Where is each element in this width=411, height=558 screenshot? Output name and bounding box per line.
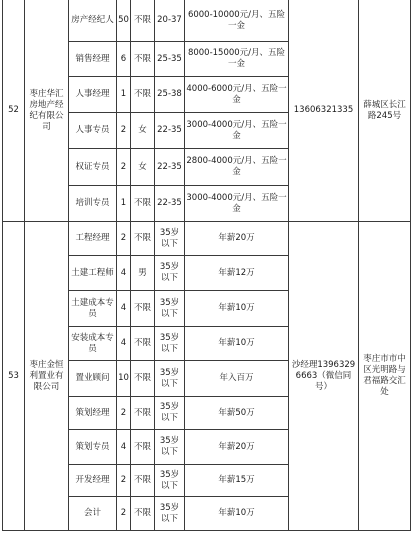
table-row: [3, 0, 411, 42]
salary-cell: 年薪20万: [185, 430, 289, 465]
age-cell: 35岁以下: [155, 222, 185, 256]
position-cell: 工程经理: [69, 222, 117, 256]
address-cell: 枣庄市市中区光明路与君福路交汇处: [359, 222, 411, 531]
headcount-cell: 2: [117, 222, 131, 256]
position-cell: 土建工程师: [69, 256, 117, 291]
gender-cell: 女: [131, 149, 155, 186]
gender-cell: 不限: [131, 361, 155, 397]
gender-cell: 不限: [131, 397, 155, 430]
age-cell: 35岁以下: [155, 327, 185, 361]
salary-cell: 6000-10000元/月、五险一金: [185, 0, 289, 42]
gender-cell: 不限: [131, 291, 155, 327]
gender-cell: 不限: [131, 497, 155, 531]
salary-cell: 年薪20万: [185, 222, 289, 256]
job-listing-table: [2, 0, 411, 531]
age-cell: 25-35: [155, 42, 185, 77]
headcount-cell: 6: [117, 42, 131, 77]
headcount-cell: 1: [117, 186, 131, 222]
headcount-cell: 2: [117, 113, 131, 149]
gender-cell: 不限: [131, 465, 155, 497]
headcount-cell: 4: [117, 327, 131, 361]
salary-cell: 8000-15000元/月、五险一金: [185, 42, 289, 77]
age-cell: 20-37: [155, 0, 185, 42]
position-cell: 培训专员: [69, 186, 117, 222]
position-cell: 权证专员: [69, 149, 117, 186]
position-cell: 人事专员: [69, 113, 117, 149]
headcount-cell: 50: [117, 0, 131, 42]
position-cell: 置业顾问: [69, 361, 117, 397]
age-cell: 22-35: [155, 149, 185, 186]
headcount-cell: 2: [117, 465, 131, 497]
headcount-cell: 2: [117, 397, 131, 430]
headcount-cell: 4: [117, 256, 131, 291]
gender-cell: 女: [131, 113, 155, 149]
headcount-cell: 4: [117, 291, 131, 327]
gender-cell: 不限: [131, 222, 155, 256]
position-cell: 销售经理: [69, 42, 117, 77]
age-cell: 22-35: [155, 186, 185, 222]
headcount-cell: 2: [117, 149, 131, 186]
age-cell: 35岁以下: [155, 497, 185, 531]
position-cell: 策划经理: [69, 397, 117, 430]
salary-cell: 年薪12万: [185, 256, 289, 291]
gender-cell: 不限: [131, 42, 155, 77]
salary-cell: 年薪50万: [185, 397, 289, 430]
salary-cell: 年薪10万: [185, 497, 289, 531]
headcount-cell: 4: [117, 430, 131, 465]
gender-cell: 男: [131, 256, 155, 291]
gender-cell: 不限: [131, 186, 155, 222]
salary-cell: 3000-4000元/月、五险一金: [185, 113, 289, 149]
company-name-cell: 枣庄华汇房地产经纪有限公司: [25, 0, 69, 222]
serial-number-cell: 53: [3, 222, 25, 531]
headcount-cell: 1: [117, 77, 131, 113]
salary-cell: 2800-4000元/月、五险一金: [185, 149, 289, 186]
age-cell: 35岁以下: [155, 291, 185, 327]
position-cell: 土建成本专员: [69, 291, 117, 327]
age-cell: 35岁以下: [155, 397, 185, 430]
salary-cell: 4000-6000元/月、五险一金: [185, 77, 289, 113]
age-cell: 22-35: [155, 113, 185, 149]
salary-cell: 3000-4000元/月、五险一金: [185, 186, 289, 222]
age-cell: 35岁以下: [155, 465, 185, 497]
gender-cell: 不限: [131, 0, 155, 42]
salary-cell: 年薪10万: [185, 327, 289, 361]
company-name-cell: 枣庄金恒利置业有限公司: [25, 222, 69, 531]
position-cell: 房产经纪人: [69, 0, 117, 42]
job-table-body: [3, 0, 411, 531]
salary-cell: 年入百万: [185, 361, 289, 397]
gender-cell: 不限: [131, 327, 155, 361]
age-cell: 35岁以下: [155, 430, 185, 465]
serial-number-cell: 52: [3, 0, 25, 222]
table-row: [3, 222, 411, 256]
age-cell: 35岁以下: [155, 256, 185, 291]
position-cell: 策划专员: [69, 430, 117, 465]
gender-cell: 不限: [131, 430, 155, 465]
contact-cell: 13606321335: [289, 0, 359, 222]
position-cell: 安装成本专员: [69, 327, 117, 361]
position-cell: 会计: [69, 497, 117, 531]
salary-cell: 年薪10万: [185, 291, 289, 327]
gender-cell: 不限: [131, 77, 155, 113]
age-cell: 35岁以下: [155, 361, 185, 397]
age-cell: 25-38: [155, 77, 185, 113]
salary-cell: 年薪15万: [185, 465, 289, 497]
contact-cell: 沙经理13963296663（微信同号）: [289, 222, 359, 531]
position-cell: 人事经理: [69, 77, 117, 113]
position-cell: 开发经理: [69, 465, 117, 497]
address-cell: 薛城区长江路245号: [359, 0, 411, 222]
headcount-cell: 2: [117, 497, 131, 531]
headcount-cell: 10: [117, 361, 131, 397]
